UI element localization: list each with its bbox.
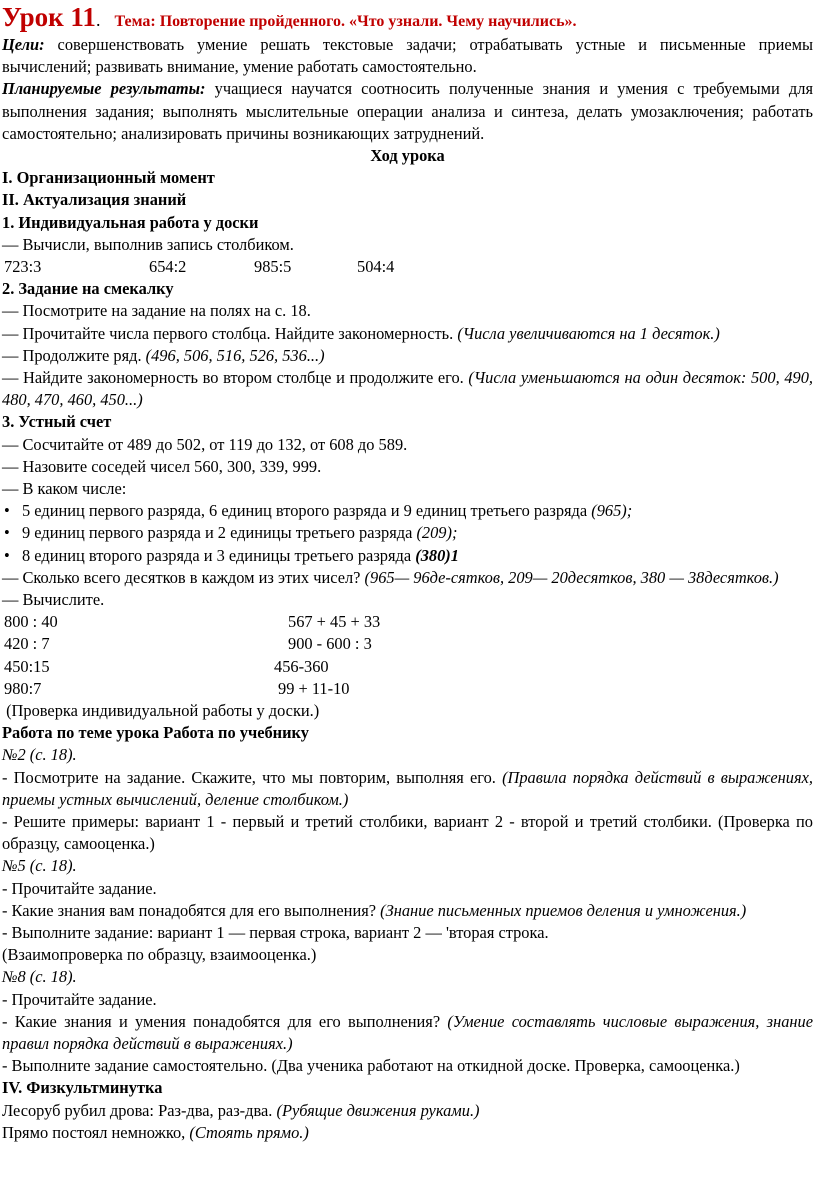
bullet-answer: (965);: [591, 501, 633, 521]
oral-count-line-4-answer: (965— 96де-сятков, 209— 20десятков, 380 — 38десятков.): [364, 567, 779, 587]
lesson-topic: Тема: Повторение пройденного. «Что узнали. Чему научились».: [114, 13, 577, 30]
oral-count-line-2: — Назовите соседей чисел 560, 300, 339, 999.: [2, 456, 322, 476]
lesson-number: Урок 11: [2, 2, 96, 32]
calc-right: 456-360: [274, 656, 329, 676]
calc-right: 567 + 45 + 33: [288, 612, 381, 632]
results-label: Планируемые результаты:: [2, 79, 206, 99]
bullet-text: 5 единиц первого разряда, 6 единиц второго разряда и 9 единиц третьего разряда: [22, 501, 592, 521]
section-physical: IV. Физкультминутка: [2, 1078, 163, 1098]
oral-count-bullet: [2, 545, 813, 567]
bullet-dot-icon: •: [4, 523, 10, 543]
oral-count-bullet: [2, 522, 813, 544]
subsection-individual-work: 1. Индивидуальная работа у доски: [2, 212, 259, 232]
calc-row: [2, 678, 813, 700]
example-3: 985:5: [254, 257, 292, 277]
task-2-line-1-text: - Посмотрите на задание. Скажите, что мы повторим, выполняя его.: [2, 767, 503, 787]
calc-left: 980:7: [4, 678, 42, 698]
results-paragraph: [2, 78, 813, 145]
example-2: 654:2: [149, 257, 187, 277]
task-2-line-1: [2, 767, 813, 811]
bullet-dot-icon: •: [4, 501, 10, 521]
goals-label: Цели:: [2, 35, 45, 54]
example-1: 723:3: [4, 257, 42, 277]
poem-action: (Рубящие движения руками.): [276, 1100, 480, 1120]
bullet-answer: (209);: [416, 523, 458, 543]
poem-action: (Стоять прямо.): [189, 1122, 309, 1142]
subsection-oral-count: 3. Устный счет: [2, 412, 112, 432]
task-8-line-2: [2, 1011, 813, 1055]
smekalka-line-3-text: — Продолжите ряд.: [2, 345, 146, 365]
individual-work-instruction: — Вычисли, выполнив запись столбиком.: [2, 234, 294, 254]
task-5-line-2-text: - Какие знания вам понадобятся для его выполнения?: [2, 900, 381, 920]
task-2-title: №2 (с. 18).: [2, 745, 77, 765]
bullet-answer: (380)1: [415, 545, 459, 565]
smekalka-line-4-answer: (Числа уменьшаются на один десяток: 500, 490, 480, 470, 460, 450...): [2, 368, 813, 410]
task-5-title: №5 (с. 18).: [2, 856, 77, 876]
goals-text: совершенствовать умение решать текстовые задачи; отрабатывать устные и письменные приемы вычислений; развивать внимание, умение работать самостоятельно.: [2, 35, 813, 77]
poem-line: [2, 1100, 813, 1122]
bullet-text: 9 единиц первого разряда и 2 единицы третьего разряда: [22, 523, 417, 543]
lesson-dot: .: [95, 10, 101, 30]
subsection-smekalka: 2. Задание на смекалку: [2, 279, 174, 299]
poem-text: Прямо постоял немножко,: [2, 1122, 190, 1142]
smekalka-line-1: — Посмотрите на задание на полях на с. 18.: [2, 301, 311, 321]
oral-count-line-4-text: — Сколько всего десятков в каждом из этих чисел?: [2, 567, 365, 587]
bullet-text: 8 единиц второго разряда и 3 единицы третьего разряда: [22, 545, 416, 565]
task-2-line-1-answer: (Правила порядка действий в выражениях, приемы устных вычислений, деление столбиком.): [2, 767, 813, 809]
task-5-line-1: - Прочитайте задание.: [2, 878, 157, 898]
task-8-line-3: - Выполните задание самостоятельно. (Два ученика работают на откидной доске. Проверка, самооценка.): [2, 1056, 740, 1076]
section-actualization: II. Актуализация знаний: [2, 190, 187, 210]
smekalka-line-2-answer: (Числа увеличиваются на 1 десяток.): [457, 323, 720, 343]
calc-left: 420 : 7: [4, 634, 50, 654]
bullet-dot-icon: •: [4, 545, 10, 565]
task-8-line-2-text: - Какие знания и умения понадобятся для его выполнения?: [2, 1011, 448, 1031]
calc-left: 450:15: [4, 656, 50, 676]
poem-text: Лесоруб рубил дрова: Раз-два, раз-два.: [2, 1100, 277, 1120]
task-5-line-3: - Выполните задание: вариант 1 — первая строка, вариант 2 — 'вторая строка.: [2, 923, 549, 943]
task-8-title: №8 (с. 18).: [2, 967, 77, 987]
lesson-header: [2, 0, 813, 34]
calc-row: [2, 656, 813, 678]
calc-row: [2, 611, 813, 633]
smekalka-line-2: [2, 323, 813, 345]
calc-right: 99 + 11-10: [278, 678, 350, 698]
goals-paragraph: [2, 34, 813, 78]
check-note: (Проверка индивидуальной работы у доски.): [2, 701, 320, 721]
task-5-line-2: [2, 900, 813, 922]
smekalka-line-3: [2, 345, 813, 367]
task-2-line-2: - Решите примеры: вариант 1 - первый и третий столбики, вариант 2 - второй и третий столбики. (Проверка по образцу, самооценка.): [2, 812, 813, 854]
oral-count-line-4: [2, 567, 813, 589]
smekalka-line-3-answer: (496, 506, 516, 526, 536...): [145, 345, 325, 365]
example-4: 504:4: [357, 257, 395, 277]
poem-line: [2, 1122, 813, 1144]
calc-left: 800 : 40: [4, 612, 58, 632]
oral-count-line-5: — Вычислите.: [2, 590, 105, 610]
individual-work-examples: [2, 256, 813, 278]
task-5-line-4: (Взаимопроверка по образцу, взаимооценка.): [2, 945, 317, 965]
task-5-line-2-answer: (Знание письменных приемов деления и умножения.): [380, 900, 747, 920]
smekalka-line-2-text: — Прочитайте числа первого столбца. Найдите закономерность.: [2, 323, 458, 343]
smekalka-line-4: [2, 367, 813, 411]
course-title: Ход урока: [370, 146, 445, 166]
smekalka-line-4-text: — Найдите закономерность во втором столбце и продолжите его.: [2, 368, 469, 388]
task-8-line-1: - Прочитайте задание.: [2, 989, 157, 1009]
results-text: учащиеся научатся соотносить полученные знания и умения с требуемыми для выполнения задания; выполнять мыслительные операции анализа и синтеза, делать умозаключения; работать самостоятельно; анализировать причины возникающих затруднений.: [2, 79, 813, 143]
task-8-line-2-answer: (Умение составлять числовые выражения, знание правил порядка действий в выражениях.): [2, 1011, 813, 1054]
oral-count-bullet: [2, 500, 813, 522]
calc-row: [2, 633, 813, 655]
section-organizational: I. Организационный момент: [2, 168, 215, 188]
oral-count-line-1: — Сосчитайте от 489 до 502, от 119 до 132, от 608 до 589.: [2, 434, 408, 454]
oral-count-line-3: — В каком числе:: [2, 479, 127, 499]
calc-right: 900 - 600 : 3: [288, 634, 372, 654]
work-title: Работа по теме урока Работа по учебнику: [2, 723, 309, 743]
